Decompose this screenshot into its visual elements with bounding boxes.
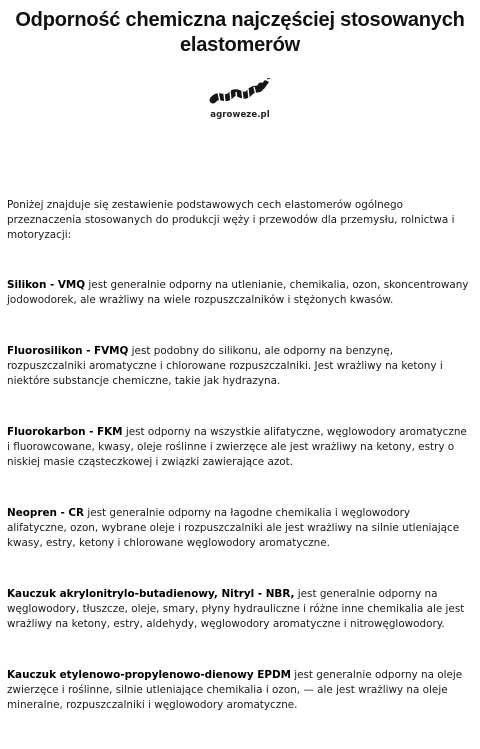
entry-epdm [7, 668, 470, 713]
entry-term: Fluorosilikon - FVMQ [7, 345, 129, 357]
entry-term: Fluorokarbon - FKM [7, 426, 123, 438]
article-body [7, 198, 470, 749]
entry-term: Kauczuk etylenowo-propylenowo-dienowy EPDM [7, 669, 291, 681]
entry-term: Silikon - VMQ [7, 279, 86, 291]
entry-text: jest generalnie odporny na utlenianie, chemikalia, ozon, skoncentrowany jodowodorek, ale wrażliwy na wiele rozpuszczalników i stężonych kwasów. [7, 279, 469, 306]
entry-text: jest generalnie odporny na łagodne chemikalia i węglowodory alifatyczne, ozon, wybrane oleje i rozpuszczalniki ale jest wrażliwy na silnie utleniające kwasy, estry, ketony i chlorowane węglowodory aromatyczne. [7, 507, 460, 549]
entry-cr [7, 506, 470, 551]
entry-fvmq [7, 344, 470, 389]
entry-term: Kauczuk akrylonitrylo-butadienowy, Nitryl - NBR, [7, 588, 295, 600]
entry-text: jest odporny na wszystkie alifatyczne, węglowodory aromatyczne i fluorowcowane, kwasy, oleje roślinne i zwierzęce ale jest wrażliwy na ketony, estry o niskiej masie cząsteczkowej i związki zawierające azot. [7, 426, 467, 468]
entry-nbr [7, 587, 470, 632]
entry-term: Neopren - CR [7, 507, 85, 519]
entry-fkm [7, 425, 470, 470]
hose-logo-icon [209, 78, 271, 108]
entry-text: jest generalnie odporny na oleje zwierzęce i roślinne, silnie utleniające chemikalia i ozon, — ale jest wrażliwy na oleje mineralne, rozpuszczalniki i węglowodory aromatyczne. [7, 669, 463, 711]
entry-text: jest generalnie odporny na węglowodory, tłuszcze, oleje, smary, płyny hydrauliczne i różne inne chemikalia ale jest wrażliwy na ketony, estry, aldehydy, węglowodory aromatyczne i nitrowęglowodory. [7, 588, 465, 630]
logo[interactable] [200, 78, 280, 120]
intro-paragraph: Poniżej znajduje się zestawienie podstawowych cech elastomerów ogólnego przeznaczenia stosowanych do produkcji węży i przewodów dla przemysłu, rolnictwa i motoryzacji: [7, 199, 455, 241]
entry-vmq [7, 278, 470, 308]
page [0, 8, 480, 711]
logo-text: agroweze.pl [210, 110, 270, 120]
entry-text: jest podobny do silikonu, ale odporny na benzynę, rozpuszczalniki aromatyczne i chlorowane rozpuszczalniki. Jest wrażliwy na ketony i niektóre substancje chemiczne, takie jak hydrazyna. [7, 345, 443, 387]
page-title: Odporność chemiczna najczęściej stosowanych elastomerów [15, 9, 465, 56]
